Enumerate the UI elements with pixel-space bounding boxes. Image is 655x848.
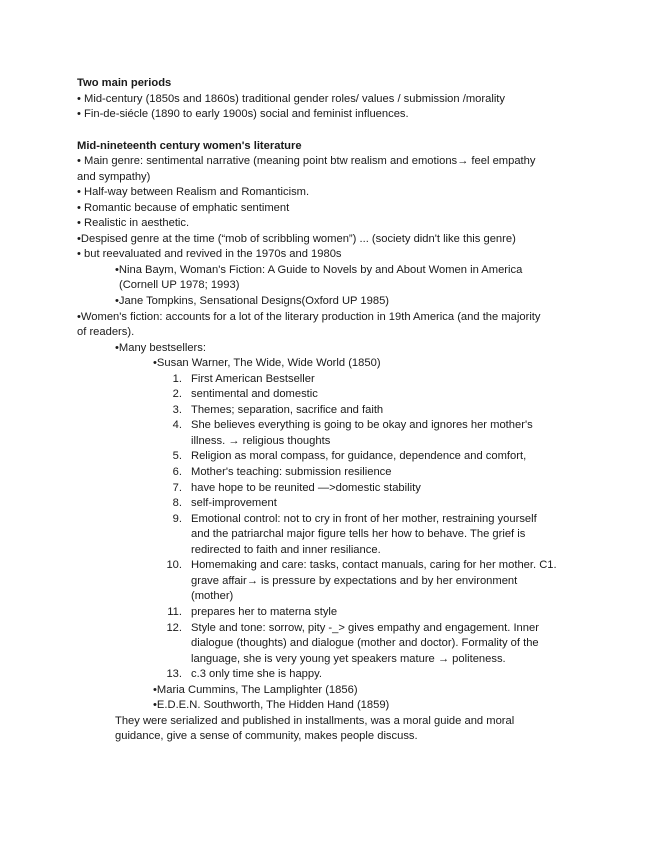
list-item-cont: redirected to faith and inner resiliance. [191, 544, 381, 556]
bestseller-southworth: •E.D.E.N. Southworth, The Hidden Hand (1859) [153, 699, 390, 711]
text-line: • but reevaluated and revived in the 1970s and 1980s [77, 248, 342, 260]
text-line: • Half-way between Realism and Romanticism. [77, 186, 310, 198]
text-line: of readers). [77, 326, 135, 338]
bestseller-cummins: •Maria Cummins, The Lamplighter (1856) [153, 684, 358, 696]
text-line: •Women's fiction: accounts for a lot of the literary production in 19th America (and the majority [77, 311, 541, 323]
text-line: • Main genre: sentimental narrative (meaning point btw realism and emotions→ feel empathy [77, 155, 536, 167]
heading-mid-nineteenth: Mid-nineteenth century women's literature [77, 140, 302, 152]
closing-paragraph-cont: guidance, give a sense of community, makes people discuss. [115, 730, 418, 742]
text-line: • Realistic in aesthetic. [77, 217, 190, 229]
list-item-cont: illness. → religious thoughts [191, 435, 331, 447]
many-bestsellers: •Many bestsellers: [115, 342, 206, 354]
list-item-cont: grave affair→ is pressure by expectations and by her environment [191, 575, 518, 587]
reference-tompkins: •Jane Tompkins, Sensational Designs(Oxford UP 1985) [115, 295, 390, 307]
closing-paragraph: They were serialized and published in installments, was a moral guide and moral [115, 715, 515, 727]
bestseller-warner: •Susan Warner, The Wide, Wide World (1850) [153, 357, 381, 369]
list-item-cont: dialogue (thoughts) and dialogue (mother and doctor). Formality of the [191, 637, 539, 649]
list-item-cont: language, she is very young yet speakers mature → politeness. [191, 653, 506, 665]
list-item-cont: and the patriarchal major figure tells her how to behave. The grief is [191, 528, 526, 540]
document-page: Two main periods • Mid-century (1850s and 1860s) traditional gender roles/ values / submission /morality • Fin-de-siécle (1890 to early 1900s) social and feminist influences. Mid-nineteenth century women's literature • Main genre: sentimental narrative (meaning point btw realism and emotions→ feel empathy and sympathy) • Half-way between Realism and Romanticism. • Romantic because of emphatic sentiment • Realistic in aesthetic. •Despised genre at the time (“mob of scribbling women”) ... (society didn't like this genre) • but reevaluated and revived in the 1970s and 1980s •Nina Baym, Woman's Fiction: A Guide to Novels by and About Women in America (Cornell UP 1978; 1993) •Jane Tompkins, Sensational Designs(Oxford UP 1985) •Women's fiction: accounts for a lot of the literary production in 19th America (and the majority of readers). •Many bestsellers: •Susan Warner, The Wide, Wide World (1850) 1. First American Bestseller 2. sentimental and domestic 3. Themes; separation, sacrifice and faith 4. She believes everything is going to be okay and ignores her mother's illness. → religious thoughts 5. Religion as moral compass, for guidance, dependence and comfort, 6. Mother's teaching: submission resilience 7. have hope to be reunited —>domestic stability 8. self-improvement 9. Emotional control: not to cry in front of her mother, restraining yourself and the patriarchal major figure tells her how to behave. The grief is redirected to faith and inner resiliance. 10. Homemaking and care: tasks, contact manuals, caring for her mother. C1. grave affair→ is pressure by expectations and by her environment (mother) 11. prepares her to materna style 12. Style and tone: sorrow, pity -_> gives empathy and engagement. Inner dialogue (thoughts) and dialogue (mother and doctor). Formality of the language, she is very young yet speakers mature → politeness. 13. c.3 only time she is happy. •Maria Cummins, The Lamplighter (1856) •E.D.E.N. Southworth, The Hidden Hand (1859) They were serialized and published in installments, was a moral guide and moral guidance, give a sense of community, makes people discuss. [0, 0, 655, 848]
bullet-fin-de-siecle: • Fin-de-siécle (1890 to early 1900s) social and feminist influences. [77, 108, 409, 120]
text-line: •Despised genre at the time (“mob of scribbling women”) ... (society didn't like this genre) [77, 233, 516, 245]
list-item-cont: (mother) [191, 590, 234, 602]
text-line: and sympathy) [77, 171, 151, 183]
reference-baym: •Nina Baym, Woman's Fiction: A Guide to Novels by and About Women in America [115, 264, 523, 276]
reference-baym-cont: (Cornell UP 1978; 1993) [119, 279, 240, 291]
text-line: • Romantic because of emphatic sentiment [77, 202, 290, 214]
bullet-mid-century: • Mid-century (1850s and 1860s) traditional gender roles/ values / submission /morality [77, 93, 506, 105]
heading-two-main-periods: Two main periods [77, 77, 172, 89]
